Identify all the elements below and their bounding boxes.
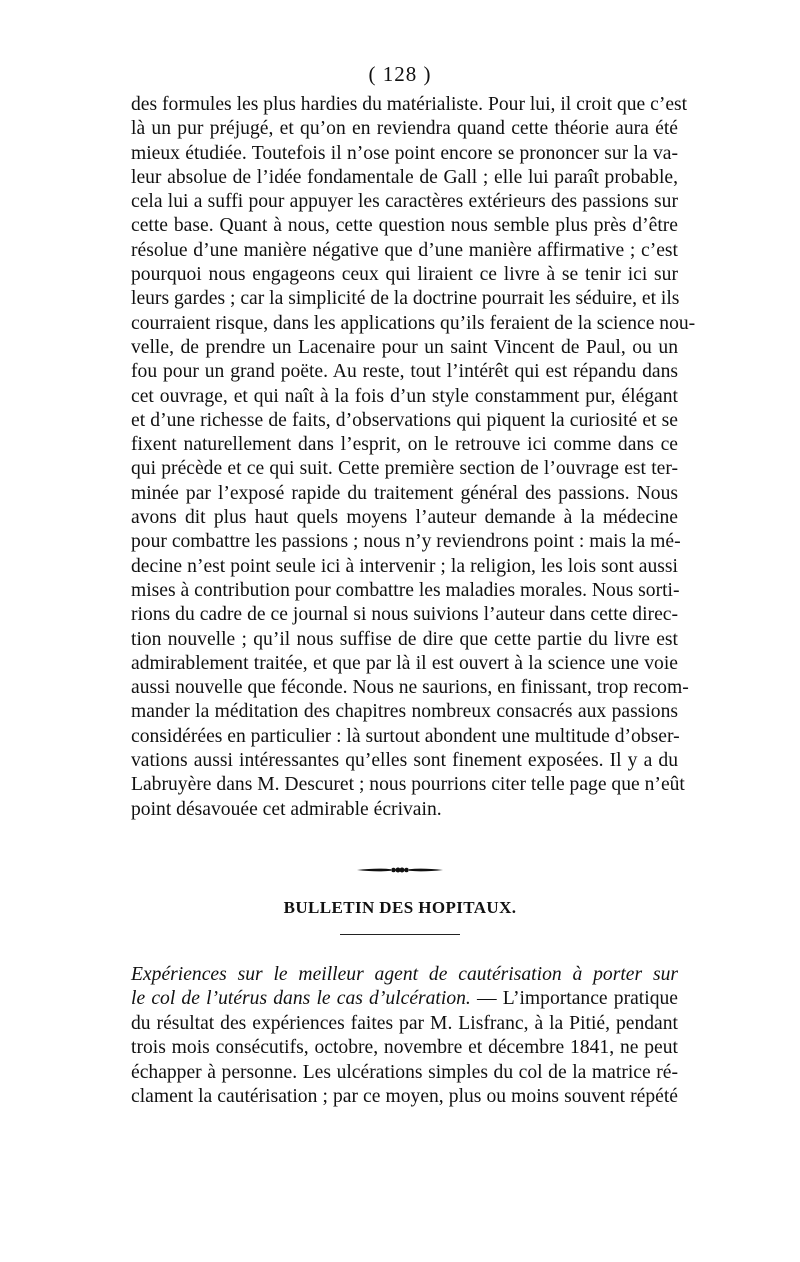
text-line: minée par l’exposé rapide du traitement général des passions. Nous [131, 482, 678, 504]
text-line: rions du cadre de ce journal si nous suivions l’auteur dans cette direc- [131, 604, 678, 626]
text-line: considérées en particulier : là surtout abondent une multitude d’obser- [131, 725, 680, 747]
text-line: pour combattre les passions ; nous n’y reviendrons point : mais la mé- [131, 531, 681, 553]
article-paragraph [131, 963, 678, 1109]
text-line: pourquoi nous engageons ceux qui liraient ce livre à se tenir ici sur [131, 264, 678, 286]
text-line: courraient risque, dans les applications qu’ils feraient de la science nou- [131, 312, 696, 334]
text-line: leurs gardes ; car la simplicité de la doctrine pourrait les séduire, et ils [131, 288, 680, 310]
text-line: decine n’est point seule ici à intervenir ; la religion, les lois sont aussi [131, 555, 678, 577]
text-line: trois mois consécutifs, octobre, novembre et décembre 1841, ne peut [131, 1037, 678, 1059]
section-divider-ornament [357, 866, 443, 874]
section-title: BULLETIN DES HOPITAUX. [283, 898, 517, 917]
article-heading-line [131, 987, 678, 1011]
text-line: leur absolue de l’idée fondamentale de Gall ; elle lui paraît probable, [131, 166, 678, 188]
text-line: tion nouvelle ; qu’il nous suffise de dire que cette partie du livre est [131, 628, 678, 650]
article-heading-italic: le col de l’utérus dans le cas d’ulcération. [131, 988, 471, 1010]
text-line: cet ouvrage, et qui naît à la fois d’un style constamment pur, élégant [131, 385, 678, 407]
text-line: fixent naturellement dans l’esprit, on le retrouve ici comme dans ce [131, 434, 678, 456]
text-line: mieux étudiée. Toutefois il n’ose point encore se prononcer sur la va- [131, 142, 678, 164]
text-line: du résultat des expériences faites par M. Lisfranc, à la Pitié, pendant [131, 1012, 678, 1034]
text-line: vations aussi intéressantes qu’elles sont finement exposées. Il y a du [131, 750, 678, 772]
text-line: aussi nouvelle que féconde. Nous ne saurions, en finissant, trop recom- [131, 677, 689, 699]
text-line: des formules les plus hardies du matérialiste. Pour lui, il croit que c’est [131, 94, 688, 115]
text-line: mander la méditation des chapitres nombreux consacrés aux passions [131, 701, 678, 723]
title-underline [340, 934, 460, 935]
text-line: clament la cautérisation ; par ce moyen, plus ou moins souvent répété [131, 1085, 678, 1107]
text-line: fou pour un grand poëte. Au reste, tout l’intérêt qui est répandu dans [131, 361, 678, 383]
text-line: avons dit plus haut quels moyens l’auteur demande à la médecine [131, 507, 678, 529]
text-line: admirablement traitée, et que par là il est ouvert à la science une voie [131, 652, 678, 674]
text-line: et d’une richesse de faits, d’observations qui piquent la curiosité et se [131, 409, 678, 431]
text-line: mises à contribution pour combattre les maladies morales. Nous sorti- [131, 579, 680, 601]
article-heading-rest: — L’importance pratique [470, 988, 678, 1010]
text-line: échapper à personne. Les ulcérations simples du col de la matrice ré- [131, 1061, 678, 1083]
text-line: point désavouée cet admirable écrivain. [131, 798, 442, 820]
text-line: qui précède et ce qui suit. Cette première section de l’ouvrage est ter- [131, 458, 678, 480]
text-line: velle, de prendre un Lacenaire pour un saint Vincent de Paul, ou un [131, 336, 678, 358]
text-line: Labruyère dans M. Descuret ; nous pourrions citer telle page que n’eût [131, 774, 685, 796]
page-number: ( 128 ) [368, 62, 432, 86]
article-heading-line: Expériences sur le meilleur agent de cautérisation à porter sur [131, 964, 678, 985]
text-line: cela lui a suffi pour appuyer les caractères extérieurs des passions sur [131, 191, 678, 213]
text-line: là un pur préjugé, et qu’on en reviendra quand cette théorie aura été [131, 118, 678, 140]
text-line: cette base. Quant à nous, cette question nous semble plus près d’être [131, 215, 678, 237]
text-line: résolue d’une manière négative que d’une manière affirmative ; c’est [131, 239, 678, 261]
main-paragraph [131, 93, 696, 822]
